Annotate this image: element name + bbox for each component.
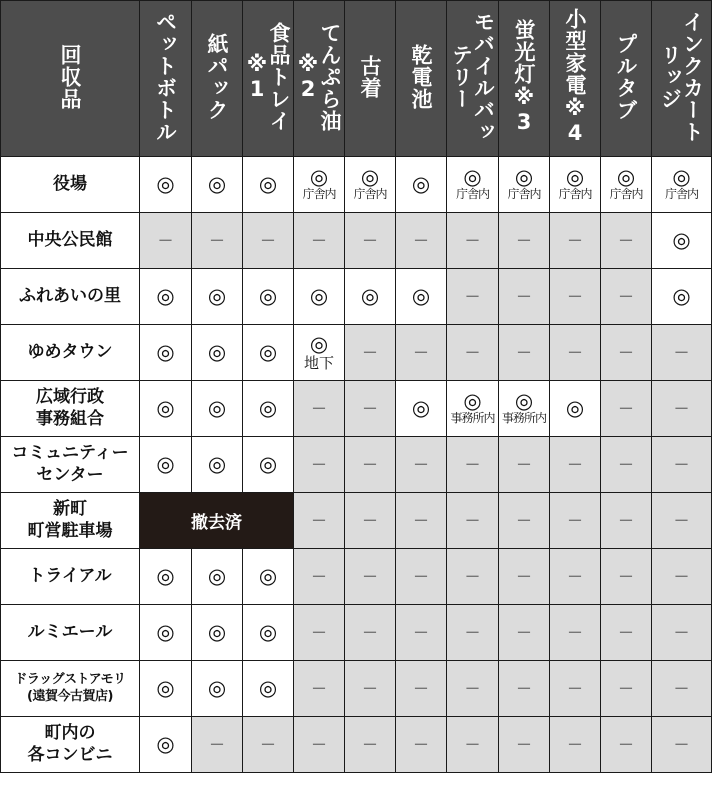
header-col-pull-tab: プルタブ <box>601 1 652 157</box>
header-col-dry-battery: 乾電池 <box>396 1 447 157</box>
available-cell <box>140 717 192 773</box>
dash-mark: － <box>310 454 327 474</box>
dash-mark: － <box>361 398 378 418</box>
unavailable-cell <box>294 381 345 437</box>
unavailable-cell <box>601 549 652 605</box>
double-circle-mark: ◎ <box>514 165 534 190</box>
dash-mark: － <box>617 510 634 530</box>
unavailable-cell <box>294 213 345 269</box>
location-name <box>1 269 140 325</box>
double-circle-mark: ◎ <box>156 732 175 756</box>
available-cell <box>499 157 550 213</box>
header-col-fluorescent-lamp: 蛍光灯※3 <box>499 1 550 157</box>
unavailable-cell <box>550 717 601 773</box>
available-cell <box>243 269 294 325</box>
dash-mark: － <box>464 230 481 250</box>
dash-mark: － <box>566 510 583 530</box>
dash-mark: － <box>310 510 327 530</box>
location-name-line: 広域行政 <box>36 387 104 408</box>
double-circle-mark: ◎ <box>207 340 227 364</box>
unavailable-cell <box>447 717 499 773</box>
double-circle-mark: ◎ <box>309 165 329 190</box>
available-cell <box>192 549 243 605</box>
double-circle-mark: ◎ <box>156 620 175 644</box>
available-cell <box>140 325 192 381</box>
available-cell <box>192 437 243 493</box>
location-name <box>1 549 140 605</box>
available-cell <box>192 325 243 381</box>
available-cell <box>550 157 601 213</box>
unavailable-cell <box>345 493 396 549</box>
dash-mark: － <box>617 566 634 586</box>
table-body <box>1 157 712 773</box>
unavailable-cell <box>652 605 712 661</box>
dash-mark: － <box>566 454 583 474</box>
double-circle-mark: ◎ <box>672 228 691 252</box>
dash-mark: － <box>673 678 690 698</box>
unavailable-cell <box>447 437 499 493</box>
unavailable-cell <box>345 549 396 605</box>
dash-mark: － <box>515 734 532 754</box>
dash-mark: － <box>464 678 481 698</box>
dash-mark: － <box>157 230 174 250</box>
double-circle-mark: ◎ <box>207 676 227 700</box>
double-circle-mark: ◎ <box>156 284 175 308</box>
unavailable-cell <box>550 549 601 605</box>
available-cell <box>652 269 712 325</box>
double-circle-mark: ◎ <box>360 284 380 308</box>
dash-mark: － <box>515 622 532 642</box>
table-row <box>1 269 712 325</box>
dash-mark: － <box>515 454 532 474</box>
unavailable-cell <box>243 213 294 269</box>
unavailable-cell <box>499 717 550 773</box>
unavailable-cell <box>652 549 712 605</box>
unavailable-cell <box>499 549 550 605</box>
dash-mark: － <box>673 454 690 474</box>
available-cell <box>192 605 243 661</box>
location-name <box>1 717 140 773</box>
unavailable-cell <box>396 717 447 773</box>
location-note: 事務所内 <box>450 411 495 426</box>
dash-mark: － <box>566 734 583 754</box>
dash-mark: － <box>617 398 634 418</box>
unavailable-cell <box>499 325 550 381</box>
dash-mark: － <box>515 230 532 250</box>
location-name-line: 各コンビニ <box>27 744 113 765</box>
unavailable-cell <box>192 717 243 773</box>
header-col-paper-pack: 紙パック <box>192 1 243 157</box>
double-circle-mark: ◎ <box>616 165 636 190</box>
available-cell <box>192 661 243 717</box>
dash-mark: － <box>361 566 378 586</box>
location-name-line: 町営駐車場 <box>27 520 113 541</box>
double-circle-mark: ◎ <box>258 676 278 700</box>
dash-mark: － <box>208 230 225 250</box>
location-name <box>1 605 140 661</box>
unavailable-cell <box>499 269 550 325</box>
dash-mark: － <box>310 566 327 586</box>
dash-mark: － <box>310 622 327 642</box>
available-cell <box>140 661 192 717</box>
location-name-line: 中央公民館 <box>27 229 113 250</box>
location-name-line: ふれあいの里 <box>19 285 121 306</box>
table-row <box>1 605 712 661</box>
double-circle-mark: ◎ <box>156 452 175 476</box>
available-cell <box>243 661 294 717</box>
dash-mark: － <box>464 510 481 530</box>
unavailable-cell <box>447 325 499 381</box>
dash-mark: － <box>617 454 634 474</box>
available-cell <box>243 157 294 213</box>
available-cell <box>294 325 345 381</box>
dash-mark: － <box>310 678 327 698</box>
unavailable-cell <box>550 269 601 325</box>
unavailable-cell <box>550 493 601 549</box>
double-circle-mark: ◎ <box>156 396 175 420</box>
double-circle-mark: ◎ <box>463 165 482 190</box>
dash-mark: － <box>464 454 481 474</box>
dash-mark: － <box>361 454 378 474</box>
unavailable-cell <box>652 661 712 717</box>
available-cell <box>396 269 447 325</box>
available-cell <box>550 381 601 437</box>
dash-mark: － <box>515 566 532 586</box>
dash-mark: － <box>310 230 327 250</box>
dash-mark: － <box>361 510 378 530</box>
unavailable-cell <box>499 493 550 549</box>
double-circle-mark: ◎ <box>565 396 585 420</box>
double-circle-mark: ◎ <box>309 284 329 308</box>
location-note: 庁舎内 <box>558 187 592 202</box>
dash-mark: － <box>361 734 378 754</box>
unavailable-cell <box>550 437 601 493</box>
table-row <box>1 661 712 717</box>
location-name <box>1 213 140 269</box>
dash-mark: － <box>673 622 690 642</box>
available-cell <box>243 605 294 661</box>
dash-mark: － <box>515 286 532 306</box>
unavailable-cell <box>550 605 601 661</box>
dash-mark: － <box>412 342 429 362</box>
double-circle-mark: ◎ <box>207 564 227 588</box>
unavailable-cell <box>447 661 499 717</box>
available-cell <box>140 605 192 661</box>
double-circle-mark: ◎ <box>565 165 585 190</box>
unavailable-cell <box>550 325 601 381</box>
location-name <box>1 325 140 381</box>
double-circle-mark: ◎ <box>156 172 175 196</box>
unavailable-cell <box>345 381 396 437</box>
dash-mark: － <box>412 230 429 250</box>
dash-mark: － <box>259 734 276 754</box>
dash-mark: － <box>515 342 532 362</box>
available-cell <box>243 549 294 605</box>
unavailable-cell <box>447 549 499 605</box>
location-name <box>1 661 140 717</box>
unavailable-cell <box>499 213 550 269</box>
available-cell <box>447 381 499 437</box>
unavailable-cell <box>652 325 712 381</box>
available-cell <box>192 381 243 437</box>
unavailable-cell <box>140 213 192 269</box>
double-circle-mark: ◎ <box>207 396 227 420</box>
double-circle-mark: ◎ <box>258 396 278 420</box>
location-name-line: ゆめタウン <box>27 341 113 362</box>
table-row <box>1 549 712 605</box>
unavailable-cell <box>396 549 447 605</box>
dash-mark: － <box>617 734 634 754</box>
dash-mark: － <box>566 342 583 362</box>
location-name-line: 新町 <box>53 499 87 520</box>
location-note: 庁舎内 <box>455 187 489 202</box>
location-note: 庁舎内 <box>609 187 643 202</box>
dash-mark: － <box>673 398 690 418</box>
available-cell <box>243 325 294 381</box>
header-corner: 回収品 <box>1 1 140 157</box>
unavailable-cell <box>345 717 396 773</box>
unavailable-cell <box>345 661 396 717</box>
dash-mark: － <box>464 622 481 642</box>
unavailable-cell <box>601 605 652 661</box>
table-row <box>1 381 712 437</box>
dash-mark: － <box>464 734 481 754</box>
unavailable-cell <box>499 437 550 493</box>
unavailable-cell <box>601 213 652 269</box>
removed-status-cell: 撤去済 <box>140 493 294 549</box>
double-circle-mark: ◎ <box>514 389 534 414</box>
available-cell <box>345 269 396 325</box>
unavailable-cell <box>345 437 396 493</box>
dash-mark: － <box>673 566 690 586</box>
dash-mark: － <box>673 510 690 530</box>
table-row <box>1 437 712 493</box>
dash-mark: － <box>361 678 378 698</box>
dash-mark: － <box>566 678 583 698</box>
double-circle-mark: ◎ <box>258 620 278 644</box>
double-circle-mark: ◎ <box>207 620 227 644</box>
available-cell <box>396 381 447 437</box>
unavailable-cell <box>601 381 652 437</box>
available-cell <box>192 269 243 325</box>
header-col-pet-bottle: ペットボトル <box>140 1 192 157</box>
dash-mark: － <box>310 398 327 418</box>
available-cell <box>192 157 243 213</box>
header-row <box>1 1 712 157</box>
double-circle-mark: ◎ <box>156 564 175 588</box>
dash-mark: － <box>673 342 690 362</box>
double-circle-mark: ◎ <box>258 564 278 588</box>
header-col-used-clothes: 古着 <box>345 1 396 157</box>
dash-mark: － <box>617 286 634 306</box>
location-note: 庁舎内 <box>353 187 387 202</box>
location-note: 地下 <box>303 353 334 372</box>
unavailable-cell <box>601 437 652 493</box>
dash-mark: － <box>310 734 327 754</box>
location-name-line: 町内の <box>44 723 96 744</box>
available-cell <box>499 381 550 437</box>
unavailable-cell <box>396 661 447 717</box>
unavailable-cell <box>499 605 550 661</box>
location-name-line: コミュニティー <box>11 443 129 464</box>
unavailable-cell <box>294 605 345 661</box>
dash-mark: － <box>412 510 429 530</box>
available-cell <box>243 437 294 493</box>
dash-mark: － <box>412 622 429 642</box>
dash-mark: － <box>673 734 690 754</box>
available-cell <box>294 157 345 213</box>
header-col-tempura-oil: てんぷら油※2 <box>294 1 345 157</box>
dash-mark: － <box>412 454 429 474</box>
available-cell <box>601 157 652 213</box>
double-circle-mark: ◎ <box>258 172 278 196</box>
unavailable-cell <box>447 269 499 325</box>
dash-mark: － <box>566 286 583 306</box>
table-row <box>1 717 712 773</box>
unavailable-cell <box>550 213 601 269</box>
dash-mark: － <box>464 342 481 362</box>
double-circle-mark: ◎ <box>207 284 227 308</box>
unavailable-cell <box>652 717 712 773</box>
dash-mark: － <box>566 230 583 250</box>
unavailable-cell <box>396 605 447 661</box>
unavailable-cell <box>601 325 652 381</box>
double-circle-mark: ◎ <box>672 165 691 190</box>
double-circle-mark: ◎ <box>411 284 431 308</box>
double-circle-mark: ◎ <box>411 396 431 420</box>
unavailable-cell <box>294 437 345 493</box>
location-name <box>1 157 140 213</box>
dash-mark: － <box>361 342 378 362</box>
double-circle-mark: ◎ <box>258 284 278 308</box>
available-cell <box>140 381 192 437</box>
unavailable-cell <box>345 325 396 381</box>
dash-mark: － <box>617 622 634 642</box>
available-cell <box>140 157 192 213</box>
table-row <box>1 213 712 269</box>
dash-mark: － <box>566 566 583 586</box>
location-note: 庁舎内 <box>664 187 698 202</box>
double-circle-mark: ◎ <box>207 172 227 196</box>
unavailable-cell <box>447 213 499 269</box>
double-circle-mark: ◎ <box>156 340 175 364</box>
unavailable-cell <box>652 493 712 549</box>
dash-mark: － <box>412 566 429 586</box>
available-cell <box>294 269 345 325</box>
double-circle-mark: ◎ <box>207 452 227 476</box>
location-name-line: ルミエール <box>27 621 113 642</box>
available-cell <box>447 157 499 213</box>
unavailable-cell <box>499 661 550 717</box>
unavailable-cell <box>447 605 499 661</box>
dash-mark: － <box>617 678 634 698</box>
header-col-small-appliance: 小型家電※4 <box>550 1 601 157</box>
location-name-line: 事務組合 <box>36 408 104 429</box>
double-circle-mark: ◎ <box>309 331 329 356</box>
header-col-ink-cartridge: インクカートリッジ <box>652 1 712 157</box>
unavailable-cell <box>652 381 712 437</box>
unavailable-cell <box>294 661 345 717</box>
header-col-mobile-battery: モバイルバッテリー <box>447 1 499 157</box>
unavailable-cell <box>396 325 447 381</box>
unavailable-cell <box>601 661 652 717</box>
dash-mark: － <box>208 734 225 754</box>
unavailable-cell <box>550 661 601 717</box>
double-circle-mark: ◎ <box>360 165 380 190</box>
table-row <box>1 157 712 213</box>
dash-mark: － <box>361 622 378 642</box>
location-name-line: (遠賀今古賀店) <box>27 688 113 704</box>
available-cell <box>140 549 192 605</box>
available-cell <box>140 269 192 325</box>
dash-mark: － <box>515 678 532 698</box>
unavailable-cell <box>345 213 396 269</box>
dash-mark: － <box>412 734 429 754</box>
location-note: 庁舎内 <box>507 187 541 202</box>
dash-mark: － <box>464 566 481 586</box>
header-col-food-tray: 食品トレイ※1 <box>243 1 294 157</box>
double-circle-mark: ◎ <box>258 452 278 476</box>
double-circle-mark: ◎ <box>156 676 175 700</box>
location-note: 庁舎内 <box>302 187 336 202</box>
available-cell <box>140 437 192 493</box>
available-cell <box>652 213 712 269</box>
unavailable-cell <box>396 437 447 493</box>
dash-mark: － <box>617 230 634 250</box>
dash-mark: － <box>412 678 429 698</box>
dash-mark: － <box>464 286 481 306</box>
location-name-line: 役場 <box>53 173 87 194</box>
double-circle-mark: ◎ <box>672 284 691 308</box>
location-name <box>1 381 140 437</box>
dash-mark: － <box>617 342 634 362</box>
location-name-line: ドラッグストアモリ <box>14 672 126 688</box>
available-cell <box>396 157 447 213</box>
unavailable-cell <box>243 717 294 773</box>
location-name <box>1 437 140 493</box>
dash-mark: － <box>259 230 276 250</box>
dash-mark: － <box>361 230 378 250</box>
unavailable-cell <box>447 493 499 549</box>
dash-mark: － <box>515 510 532 530</box>
unavailable-cell <box>601 493 652 549</box>
double-circle-mark: ◎ <box>463 389 482 414</box>
table-row <box>1 493 712 549</box>
unavailable-cell <box>294 717 345 773</box>
dash-mark: － <box>566 622 583 642</box>
available-cell <box>652 157 712 213</box>
location-note: 事務所内 <box>501 411 546 426</box>
unavailable-cell <box>294 493 345 549</box>
unavailable-cell <box>294 549 345 605</box>
unavailable-cell <box>601 717 652 773</box>
location-name-line: トライアル <box>28 565 112 586</box>
location-name <box>1 493 140 549</box>
unavailable-cell <box>192 213 243 269</box>
double-circle-mark: ◎ <box>411 172 431 196</box>
location-name-line: センター <box>36 464 104 485</box>
double-circle-mark: ◎ <box>258 340 278 364</box>
unavailable-cell <box>396 213 447 269</box>
unavailable-cell <box>652 437 712 493</box>
available-cell <box>243 381 294 437</box>
table-row <box>1 325 712 381</box>
unavailable-cell <box>396 493 447 549</box>
available-cell <box>345 157 396 213</box>
unavailable-cell <box>601 269 652 325</box>
unavailable-cell <box>345 605 396 661</box>
